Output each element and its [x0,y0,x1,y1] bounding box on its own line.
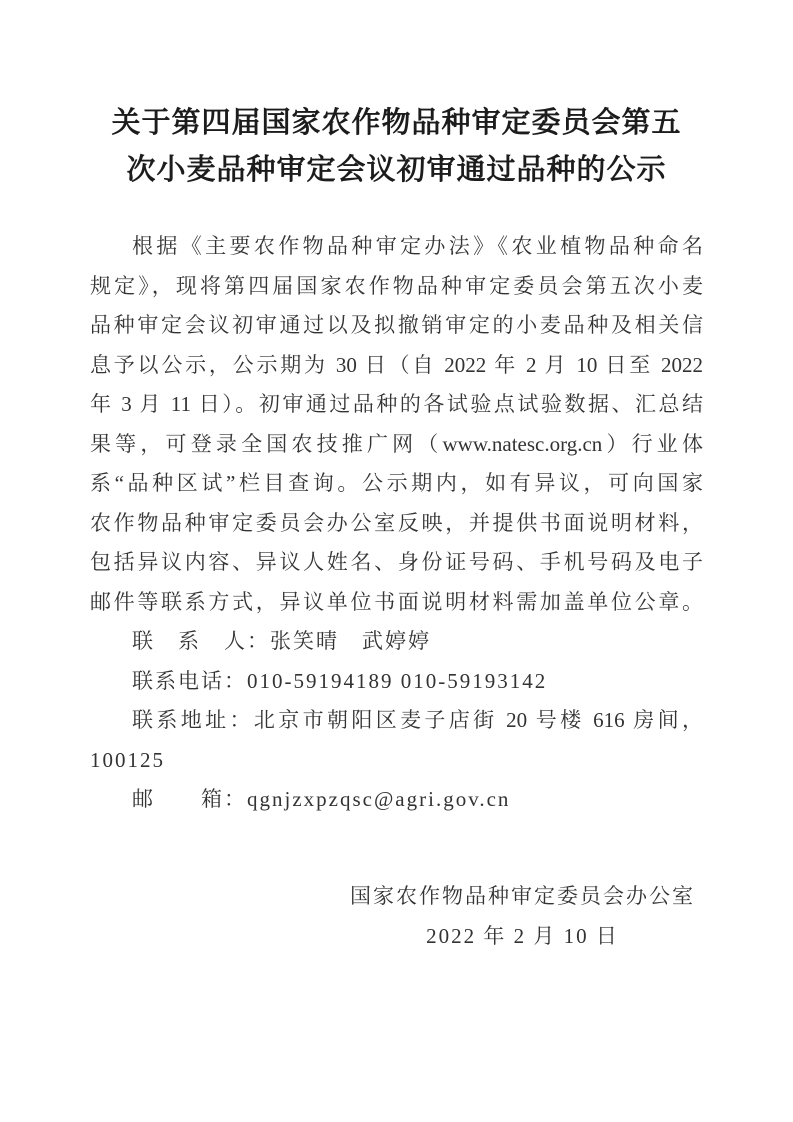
doc-line: 系“品种区试”栏目查询。公示期内，如有异议，可向国家 [90,471,703,495]
doc-line: 农作物品种审定委员会办公室反映，并提供书面说明材料， [90,510,703,535]
doc-line: 年 3 月 11 日）。初审通过品种的各试验点试验数据、汇总结 [90,392,703,416]
body-paragraph [90,227,703,820]
doc-line: 邮件等联系方式，异议单位书面说明材料需加盖单位公章。 [90,589,703,614]
doc-line: 果等，可登录全国农技推广网（www.natesc.org.cn）行业体 [90,431,703,456]
doc-line: 品种审定会议初审通过以及拟撤销审定的小麦品种及相关信 [90,313,703,337]
title-line-1: 关于第四届国家农作物品种审定委员会第五 [111,107,682,139]
doc-line: 邮 箱：qgnjzxpzqsc@agri.gov.cn [132,787,511,811]
doc-line: 规定》，现将第四届国家农作物品种审定委员会第五次小麦 [90,273,703,298]
signature-date: 2022 年 2 月 10 日 [426,923,619,948]
doc-line: 根据《主要农作物品种审定办法》《农业植物品种命名 [132,234,703,258]
signature-org: 国家农作物品种审定委员会办公室 [350,883,695,908]
title-line-2: 次小麦品种审定会议初审通过品种的公示 [126,154,667,186]
doc-line: 联 系 人：张笑晴 武婷婷 [132,629,431,653]
doc-line: 联系电话：010-59194189 010-59193142 [132,668,548,693]
page-title [90,100,703,194]
doc-line: 100125 [90,747,165,772]
doc-line: 包括异议内容、异议人姓名、身份证号码、手机号码及电子 [90,550,703,574]
doc-line: 息予以公示，公示期为 30 日（自 2022 年 2 月 10 日至 2022 [90,352,703,377]
signature-block [350,876,695,956]
doc-line: 联系地址：北京市朝阳区麦子店街 20 号楼 616 房间， [132,708,703,732]
